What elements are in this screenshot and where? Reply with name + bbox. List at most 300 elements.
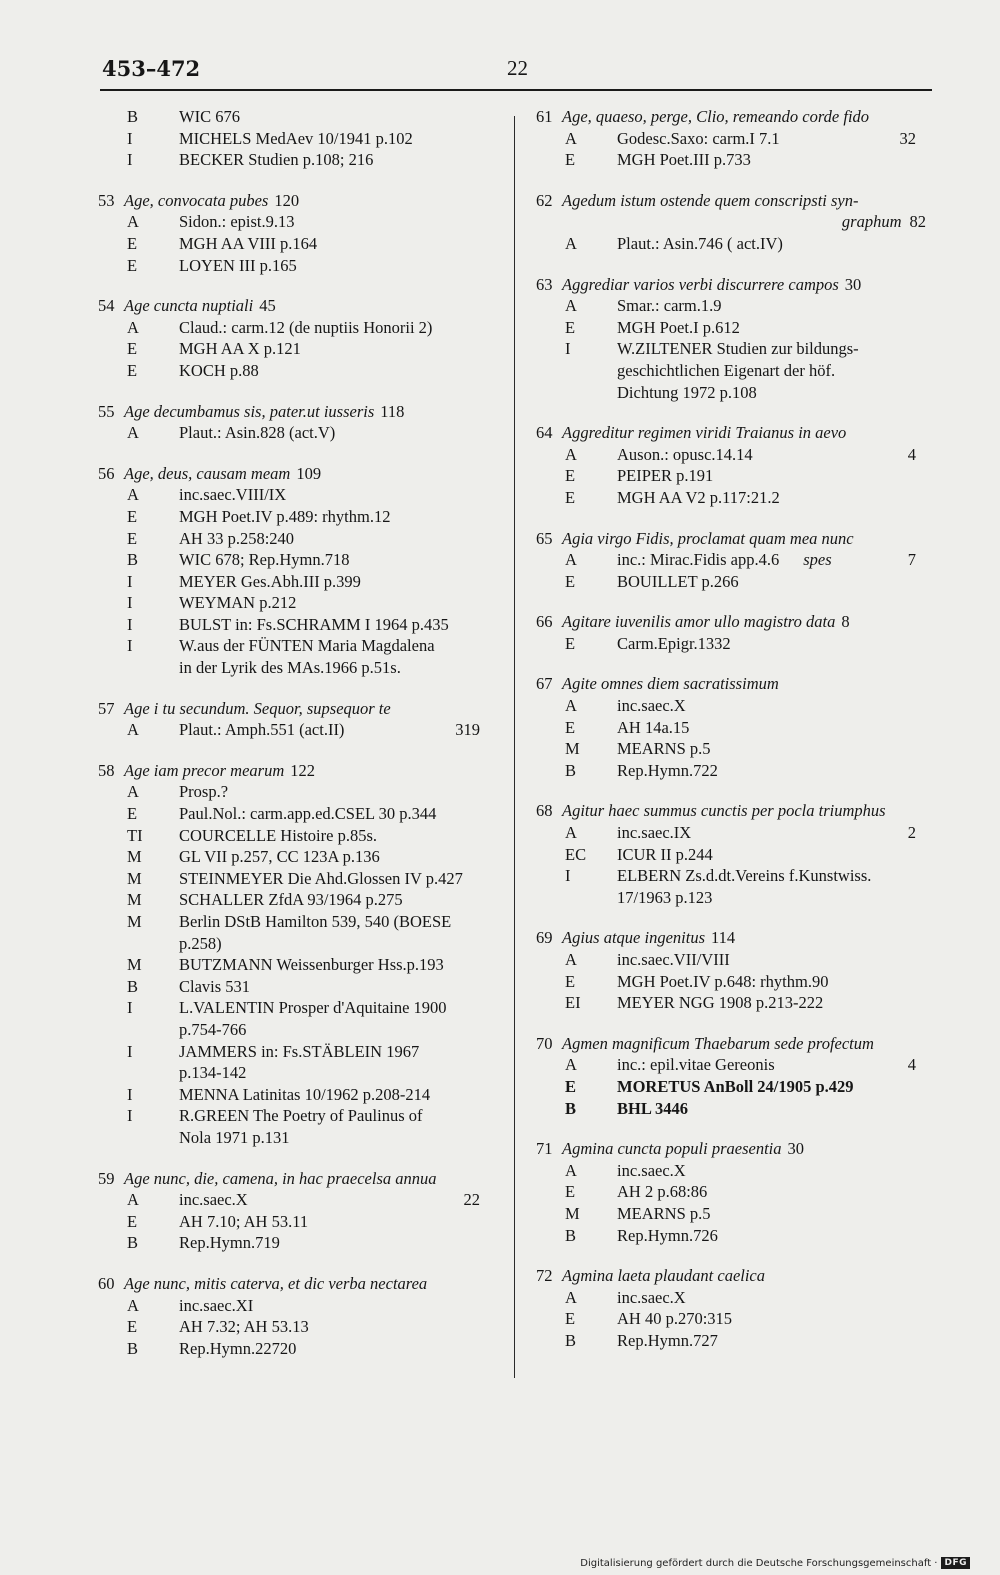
reference-text-main: MEARNS p.5	[617, 1203, 711, 1223]
reference-text	[179, 484, 500, 506]
reference-text-main: MEYER Ges.Abh.III p.399	[179, 571, 361, 591]
reference-text-main: JAMMERS in: Fs.STÄBLEIN 1967	[179, 1041, 420, 1061]
reference-text-main: COURCELLE Histoire p.85s.	[179, 825, 377, 845]
verse-count: 319	[455, 720, 480, 740]
verse-count: 22	[463, 1190, 480, 1210]
source-code: A	[127, 317, 139, 337]
entry-heading	[98, 190, 500, 212]
entry-number: 69	[536, 928, 553, 948]
reference-line	[98, 360, 500, 382]
source-code: I	[127, 128, 133, 148]
entry-heading	[536, 1033, 936, 1055]
reference-line	[536, 695, 936, 717]
incipit-title-continuation: graphum	[841, 212, 902, 232]
source-code: E	[565, 1182, 576, 1202]
reference-line	[536, 949, 936, 971]
incipit-entry	[98, 190, 500, 276]
reference-text-main: MGH AA VIII p.164	[179, 233, 318, 253]
source-code: I	[127, 614, 133, 634]
source-code: A	[127, 782, 139, 802]
reference-line	[98, 255, 500, 277]
entry-number: 54	[98, 296, 115, 316]
reference-line	[536, 633, 936, 655]
source-code: M	[565, 1203, 580, 1223]
reference-line	[98, 211, 500, 233]
reference-line	[536, 149, 936, 171]
reference-text	[179, 149, 500, 171]
reference-text-main: AH 7.10; AH 53.11	[179, 1211, 309, 1231]
reference-text	[179, 106, 500, 128]
source-code: I	[127, 150, 133, 170]
reference-continuation: p.258)	[179, 933, 222, 953]
entry-number: 71	[536, 1139, 553, 1159]
entry-heading	[536, 927, 936, 949]
incipit-title: Age i tu secundum. Sequor, supsequor te	[124, 698, 391, 718]
source-code: A	[127, 1295, 139, 1315]
left-column	[98, 106, 500, 1378]
reference-text-main: AH 14a.15	[617, 717, 690, 737]
reference-line	[536, 717, 936, 739]
source-code: A	[565, 950, 577, 969]
incipit-entry	[536, 190, 936, 255]
reference-line	[98, 1211, 500, 1233]
reference-line	[98, 911, 500, 933]
source-code: M	[127, 890, 142, 910]
verse-count: 82	[909, 212, 926, 232]
reference-text	[179, 781, 500, 803]
entry-heading	[536, 190, 936, 212]
source-code: I	[127, 593, 133, 613]
entry-heading-continuation	[536, 211, 936, 233]
incipit-entry	[98, 463, 500, 679]
entry-heading	[98, 295, 500, 317]
reference-line	[536, 992, 936, 1014]
reference-text-main: inc.: epil.vitae Gereonis	[617, 1055, 775, 1075]
reference-text	[617, 1076, 936, 1098]
reference-line	[98, 484, 500, 506]
reference-text-main: LOYEN III p.165	[179, 255, 297, 275]
reference-line	[536, 1076, 936, 1098]
reference-text-main: BUTZMANN Weissenburger Hss.p.193	[179, 955, 444, 975]
reference-text	[179, 1211, 500, 1233]
verse-count: 122	[290, 760, 315, 780]
source-code: M	[127, 955, 142, 975]
source-code: A	[565, 444, 577, 464]
incipit-entry	[98, 295, 500, 381]
verse-count: 109	[296, 463, 322, 483]
source-code: E	[565, 1309, 576, 1329]
reference-line	[98, 803, 500, 825]
entry-heading	[98, 698, 500, 720]
header-rule	[100, 89, 932, 91]
source-code: A	[127, 485, 139, 505]
reference-text	[617, 317, 936, 339]
incipit-title: Age nunc, die, camena, in hac praecelsa annua	[124, 1168, 437, 1188]
reference-text	[617, 1181, 936, 1203]
verse-count: 4	[907, 444, 916, 464]
incipit-title: Age, quaeso, perge, Clio, remeando corde fido	[562, 107, 870, 126]
reference-line	[536, 128, 936, 150]
reference-continuation: Nola 1971 p.131	[179, 1127, 290, 1147]
source-code: B	[565, 760, 577, 780]
incipit-entry	[98, 760, 500, 1149]
reference-line	[536, 1181, 936, 1203]
reference-text-main: Clavis 531	[179, 976, 251, 996]
entry-number: 72	[536, 1266, 553, 1286]
reference-text-main: MGH Poet.IV p.489: rhythm.12	[179, 506, 391, 526]
incipit-title: Aggreditur regimen viridi Traianus in aevo	[562, 423, 847, 443]
reference-text	[179, 506, 500, 528]
incipit-title: Agius atque ingenitus	[562, 928, 705, 948]
reference-line	[98, 889, 500, 911]
reference-text-main: inc.saec.IX	[617, 823, 692, 843]
reference-line	[536, 865, 936, 887]
entry-number: 57	[98, 698, 115, 718]
reference-text	[179, 1295, 500, 1317]
incipit-entry	[536, 800, 936, 908]
reference-text	[179, 911, 500, 933]
incipit-entry	[536, 927, 936, 1013]
reference-text-main: MGH Poet.IV p.648: rhythm.90	[617, 971, 829, 991]
reference-line	[98, 846, 500, 868]
reference-text-main: Carm.Epigr.1332	[617, 633, 731, 653]
incipit-title: Agedum istum ostende quem conscripsti syn-	[562, 190, 859, 210]
reference-text	[179, 128, 500, 150]
reference-line	[98, 781, 500, 803]
reference-text	[617, 338, 936, 360]
source-code: B	[127, 550, 139, 570]
reference-line	[536, 1098, 936, 1120]
reference-text-main: BECKER Studien p.108; 216	[179, 150, 374, 170]
incipit-title: Aggrediar varios verbi discurrere campos	[562, 274, 839, 294]
reference-line	[98, 1295, 500, 1317]
reference-continuation: p.134-142	[179, 1063, 247, 1083]
entry-heading	[536, 422, 936, 444]
reference-text	[179, 422, 500, 444]
reference-text-main: Paul.Nol.: carm.app.ed.CSEL 30 p.344	[179, 804, 437, 824]
source-code: A	[565, 233, 577, 253]
reference-text-main: inc.saec.X	[617, 1287, 686, 1307]
source-code: I	[127, 1106, 133, 1126]
incipit-title: Agmen magnificum Thaebarum sede profectum	[562, 1033, 874, 1053]
reference-text	[617, 1203, 936, 1225]
verse-count: 120	[274, 190, 300, 210]
entry-heading	[98, 1168, 500, 1190]
source-code: M	[127, 868, 142, 888]
entry-heading	[98, 760, 500, 782]
reference-text-main: BHL 3446	[617, 1098, 689, 1118]
source-code: M	[127, 912, 142, 931]
reference-line	[536, 1330, 936, 1352]
source-code: E	[565, 466, 576, 486]
reference-text-main: MEYER NGG 1908 p.213-222	[617, 993, 824, 1013]
reference-text-main: ICUR II p.244	[617, 844, 713, 864]
source-code: E	[565, 150, 576, 170]
source-code: E	[127, 1317, 138, 1337]
reference-text-main: MGH AA V2 p.117:21.2	[617, 487, 780, 507]
verse-count: 30	[844, 274, 862, 294]
source-code: E	[127, 506, 138, 526]
reference-text-main: WEYMAN p.212	[179, 593, 297, 613]
reference-line	[98, 338, 500, 360]
entry-number: 60	[98, 1273, 115, 1293]
source-code: E	[565, 317, 576, 337]
reference-line	[98, 954, 500, 976]
reference-text-main: BULST in: Fs.SCHRAMM I 1964 p.435	[179, 614, 449, 634]
entry-number: 66	[536, 612, 553, 632]
reference-text-main: inc.saec.X	[617, 696, 686, 716]
reference-line	[98, 1105, 500, 1127]
source-code: TI	[127, 825, 143, 845]
reference-line	[98, 614, 500, 636]
reference-text-main: inc.saec.XI	[179, 1295, 254, 1315]
reference-text-main: W.aus der FÜNTEN Maria Magdalena	[179, 636, 435, 656]
reference-text	[179, 211, 500, 233]
reference-line	[98, 1041, 500, 1063]
reference-text-main: AH 40 p.270:315	[617, 1309, 733, 1329]
source-code: I	[127, 636, 133, 656]
incipit-title: Age decumbamus sis, pater.ut iusseris	[124, 401, 375, 421]
footer-text: Digitalisierung gefördert durch die Deutsche Forschungsgemeinschaft ·	[580, 1557, 938, 1569]
reference-text-main: Rep.Hymn.727	[617, 1330, 718, 1350]
reference-text	[179, 233, 500, 255]
reference-text	[617, 487, 936, 509]
reference-text	[179, 317, 500, 339]
reference-text-main: Godesc.Saxo: carm.I 7.1	[617, 128, 780, 148]
reference-text	[617, 717, 936, 739]
reference-text	[179, 614, 500, 636]
source-code: E	[127, 339, 138, 359]
reference-text	[179, 1105, 500, 1127]
reference-text-main: AH 2 p.68:86	[617, 1182, 708, 1202]
reference-text-main: MGH AA X p.121	[179, 339, 301, 359]
incipit-entry	[536, 1265, 936, 1351]
reference-text-main: MGH Poet.I p.612	[617, 317, 740, 337]
source-code: B	[127, 976, 139, 996]
reference-continuation: p.754-766	[179, 1019, 247, 1039]
reference-text	[179, 825, 500, 847]
entry-number: 61	[536, 107, 553, 126]
reference-line	[98, 317, 500, 339]
reference-line	[536, 571, 936, 593]
reference-continuation: in der Lyrik des MAs.1966 p.51s.	[179, 658, 401, 678]
verse-count: 118	[380, 401, 405, 421]
entry-number: 58	[98, 760, 115, 780]
reference-line	[98, 549, 500, 571]
reference-text-main: Prosp.?	[179, 782, 229, 802]
entry-heading	[536, 106, 936, 128]
entry-number: 56	[98, 463, 115, 483]
reference-text-main: KOCH p.88	[179, 360, 259, 380]
reference-line	[98, 1338, 500, 1360]
reference-line	[536, 444, 936, 466]
reference-text	[617, 1098, 936, 1120]
page-header	[102, 56, 932, 86]
reference-text	[179, 1338, 500, 1360]
reference-text	[617, 1054, 876, 1076]
reference-text	[179, 549, 500, 571]
source-code: B	[565, 1225, 577, 1245]
source-code: M	[565, 739, 580, 759]
reference-text	[617, 465, 936, 487]
reference-line	[98, 233, 500, 255]
reference-line	[536, 822, 936, 844]
incipit-title: Age, deus, causam meam	[124, 463, 291, 483]
reference-text	[179, 635, 500, 657]
reference-line	[536, 1160, 936, 1182]
entry-number: 59	[98, 1168, 115, 1188]
incipit-title: Agmina laeta plaudant caelica	[562, 1266, 766, 1286]
verse-count: 32	[899, 128, 916, 148]
entry-heading	[98, 463, 500, 485]
incipit-entry	[536, 274, 936, 404]
reference-line	[98, 1232, 500, 1254]
reference-text	[617, 992, 936, 1014]
source-code: A	[565, 296, 577, 316]
source-code: E	[127, 360, 138, 380]
source-code: A	[565, 128, 577, 148]
entry-heading	[536, 274, 936, 296]
reference-line	[98, 506, 500, 528]
reference-text	[179, 360, 500, 382]
entry-heading	[536, 673, 936, 695]
reference-text-main: STEINMEYER Die Ahd.Glossen IV p.427	[179, 868, 463, 888]
reference-text	[617, 149, 936, 171]
reference-text	[617, 233, 936, 255]
reference-line	[98, 128, 500, 150]
source-code: EI	[565, 993, 581, 1013]
reference-text-main: Rep.Hymn.722	[617, 760, 718, 780]
source-code: A	[565, 823, 577, 843]
reference-text	[179, 976, 500, 998]
reference-text	[617, 695, 936, 717]
reference-text	[617, 822, 876, 844]
reference-text	[617, 1160, 936, 1182]
source-code: E	[565, 971, 576, 991]
reference-text-main: Sidon.: epist.9.13	[179, 212, 295, 232]
incipit-entry	[536, 422, 936, 508]
source-code: A	[565, 1287, 577, 1307]
incipit-title: Agmina cuncta populi praesentia	[562, 1139, 782, 1159]
reference-text-main: PEIPER p.191	[617, 466, 714, 486]
incipit-entry	[98, 1168, 500, 1254]
source-code: B	[565, 1098, 577, 1118]
reference-text-main: Plaut.: Asin.746 ( act.IV)	[617, 233, 783, 253]
reference-text	[179, 1189, 440, 1211]
entry-number: 64	[536, 423, 553, 443]
entry-number: 53	[98, 190, 115, 210]
reference-text	[179, 1232, 500, 1254]
reference-text-main: BOUILLET p.266	[617, 571, 739, 591]
reference-text-main: Rep.Hymn.22720	[179, 1338, 297, 1358]
reference-text	[617, 738, 936, 760]
reference-text-main: inc.saec.VII/VIII	[617, 950, 730, 969]
reference-line	[98, 719, 500, 741]
reference-text	[617, 1225, 936, 1247]
carryover-entry	[98, 106, 500, 171]
reference-text	[617, 1308, 936, 1330]
source-code: I	[127, 998, 133, 1018]
verse-count: 7	[907, 550, 916, 570]
incipit-entry	[536, 611, 936, 654]
reference-text	[179, 803, 500, 825]
column-divider	[514, 116, 515, 1378]
reference-text	[617, 633, 936, 655]
reference-line	[98, 528, 500, 550]
reference-line	[536, 1225, 936, 1247]
entry-heading	[536, 800, 936, 822]
reference-line	[536, 487, 936, 509]
verse-count: 4	[907, 1055, 916, 1075]
source-code: M	[127, 847, 142, 867]
reference-text-main: MICHELS MedAev 10/1941 p.102	[179, 128, 413, 148]
reference-text	[179, 1316, 500, 1338]
reference-line	[536, 1203, 936, 1225]
page-number: 22	[507, 56, 528, 80]
reference-text	[617, 571, 936, 593]
reference-text-main: inc.saec.X	[617, 1160, 686, 1180]
reference-line	[536, 1054, 936, 1076]
source-code: A	[127, 423, 139, 443]
reference-text-main: GL VII p.257, CC 123A p.136	[179, 847, 380, 867]
entry-heading	[536, 611, 936, 633]
reference-text-main: Auson.: opusc.14.14	[617, 444, 753, 464]
reference-text	[617, 844, 936, 866]
reference-line	[536, 465, 936, 487]
reference-text	[179, 592, 500, 614]
reference-text-main: MORETUS AnBoll 24/1905 p.429	[617, 1076, 854, 1096]
incipit-entry	[536, 673, 936, 781]
page-range: 453–472	[102, 56, 201, 81]
reference-text-main: Rep.Hymn.726	[617, 1225, 718, 1245]
reference-text	[179, 255, 500, 277]
reference-line	[98, 635, 500, 657]
incipit-title: Agitare iuvenilis amor ullo magistro data	[562, 612, 836, 632]
incipit-title: Age, convocata pubes	[124, 190, 269, 210]
source-code: A	[565, 550, 577, 570]
reference-text	[179, 528, 500, 550]
reference-text	[179, 338, 500, 360]
reference-text	[179, 1041, 500, 1063]
reference-line	[98, 571, 500, 593]
entry-number: 67	[536, 674, 553, 694]
reference-text	[617, 760, 936, 782]
reference-line	[536, 760, 936, 782]
reference-line	[98, 825, 500, 847]
source-code: A	[127, 720, 139, 740]
incipit-title: Agitur haec summus cunctis per pocla triumphus	[562, 801, 886, 821]
reference-text	[617, 549, 876, 571]
reference-line	[536, 549, 936, 571]
incipit-title: Age nunc, mitis caterva, et dic verba nectarea	[124, 1273, 428, 1293]
incipit-title: Agite omnes diem sacratissimum	[562, 674, 779, 694]
source-code: E	[127, 1211, 138, 1231]
reference-line	[98, 976, 500, 998]
source-code: B	[127, 1338, 139, 1358]
source-code: A	[565, 1160, 577, 1180]
reference-text-italic: spes	[803, 550, 832, 570]
source-code: B	[127, 1233, 139, 1253]
reference-text	[617, 128, 876, 150]
source-code: I	[565, 866, 571, 886]
reference-text	[617, 865, 936, 887]
reference-text-main: MEARNS p.5	[617, 739, 711, 759]
verse-count: 45	[259, 296, 276, 316]
reference-text	[617, 1330, 936, 1352]
reference-text-main: inc.saec.X	[179, 1190, 248, 1210]
reference-text	[617, 295, 936, 317]
reference-text-main: WIC 676	[179, 107, 240, 126]
